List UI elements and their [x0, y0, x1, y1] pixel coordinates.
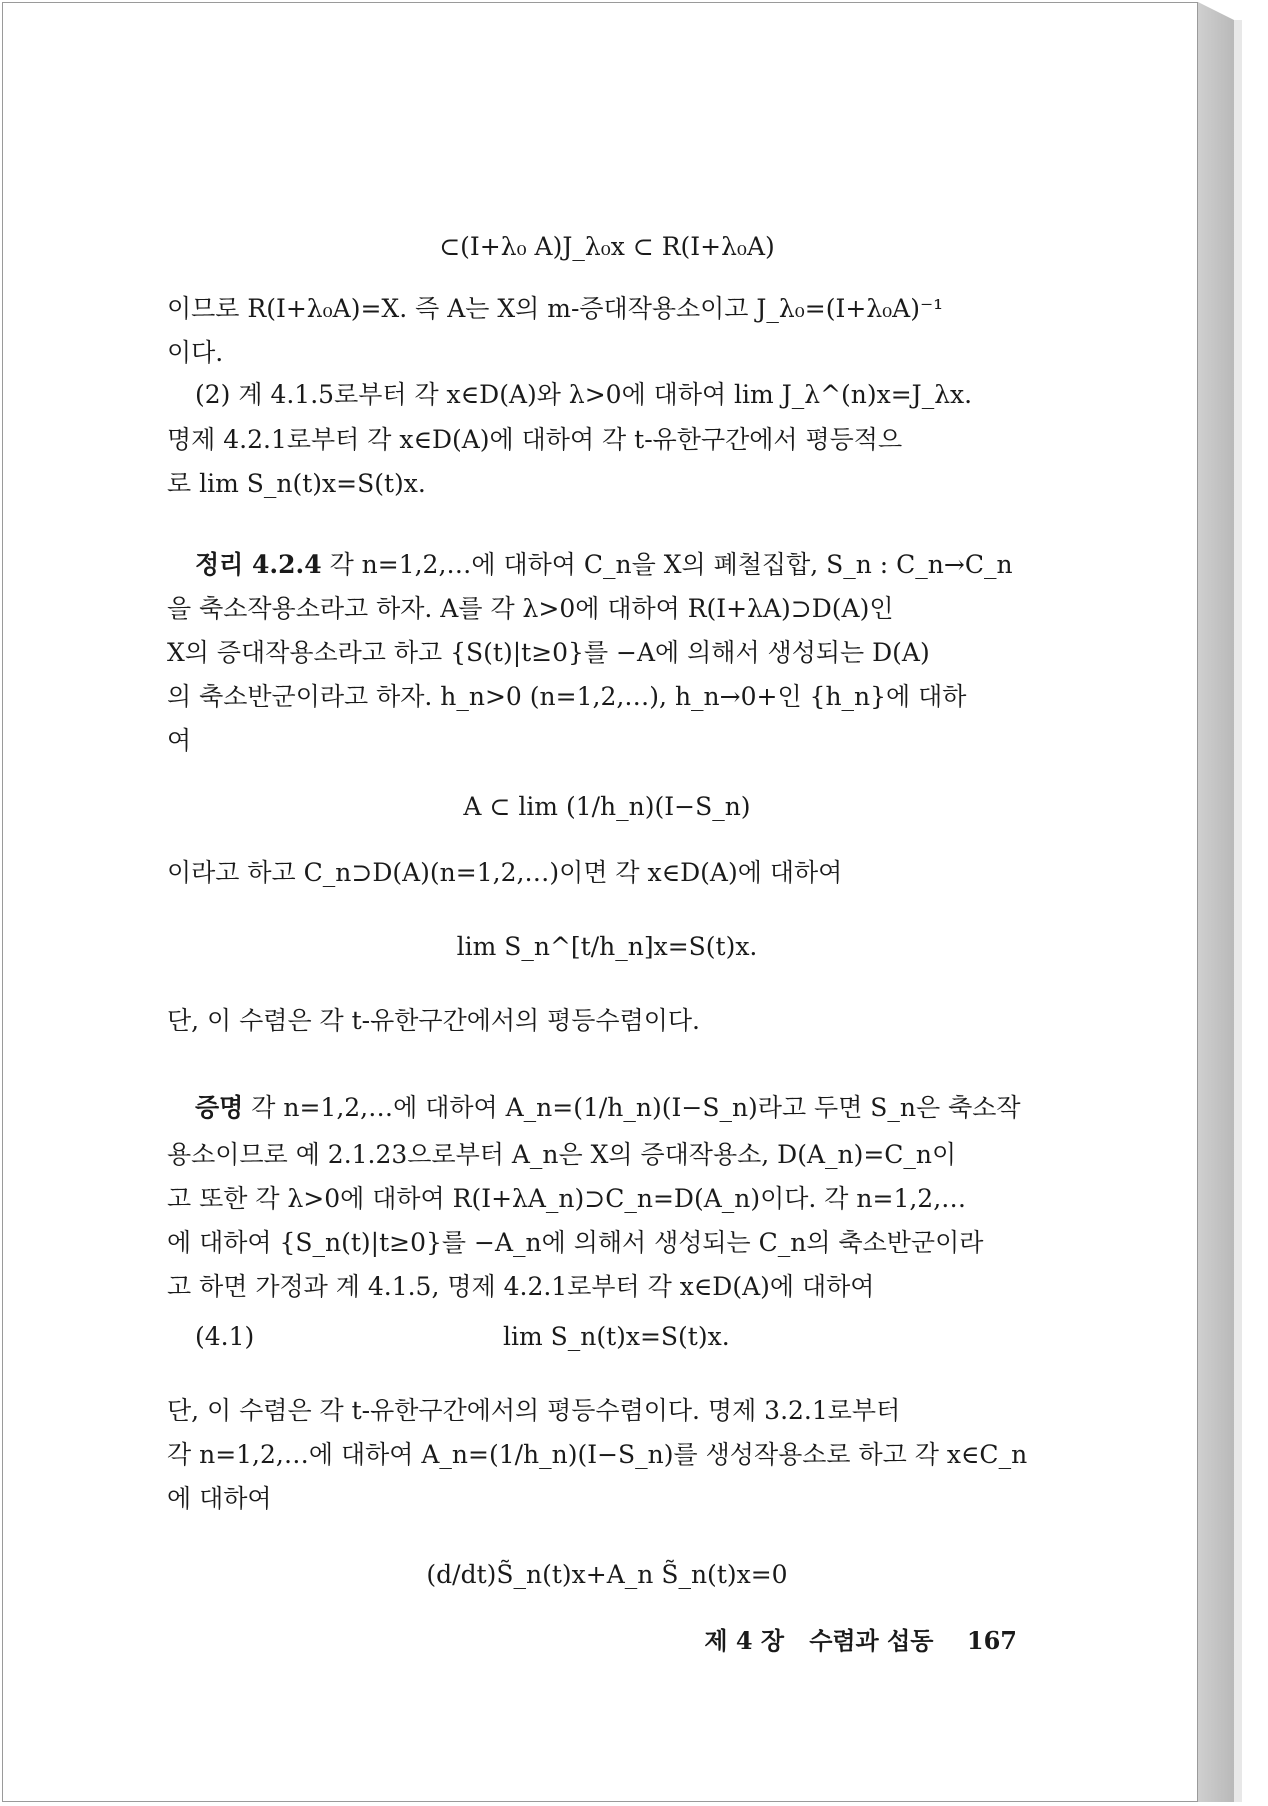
text-line: 을 축소작용소라고 하자. A를 각 λ>0에 대하여 R(I+λA)⊃D(A)인	[167, 594, 894, 623]
display-formula: lim S_n^[t/h_n]x=S(t)x.	[456, 932, 758, 961]
proof-first-line	[195, 1092, 1047, 1124]
page	[2, 2, 1198, 1802]
text-line: 에 대하여 {S_n(t)|t≥0}를 −A_n에 의해서 생성되는 C_n의 축소반군이라	[167, 1228, 984, 1257]
proof-label: 증명	[195, 1093, 244, 1122]
theorem-label: 정리 4.2.4	[195, 550, 322, 579]
page-shadow	[1234, 20, 1242, 1802]
text-line: 에 대하여	[167, 1484, 272, 1513]
formula-line: ⊂(I+λ₀ A)J_λ₀x ⊂ R(I+λ₀A)	[439, 232, 775, 261]
text-line: 각 n=1,2,…에 대하여 A_n=(1/h_n)(I−S_n)를 생성작용소로 하고 각 x∈C_n	[167, 1440, 1028, 1469]
equation-number: (4.1)	[195, 1322, 255, 1351]
page-number: 167	[966, 1626, 1017, 1655]
theorem-text: 각 n=1,2,…에 대하여 C_n을 X의 폐철집합, S_n : C_n→C_n	[329, 550, 1013, 579]
text-line: 단, 이 수렴은 각 t-유한구간에서의 평등수렴이다. 명제 3.2.1로부터	[167, 1396, 901, 1425]
text-line: 용소이므로 예 2.1.23으로부터 A_n은 X의 증대작용소, D(A_n)=C_n이	[167, 1140, 957, 1169]
text-line: 로 lim S_n(t)x=S(t)x.	[167, 469, 426, 498]
page-edge	[1198, 2, 1234, 1802]
equation-row	[167, 1321, 1047, 1353]
text-line: X의 증대작용소라고 하고 {S(t)|t≥0}를 −A에 의해서 생성되는 D(A)	[167, 638, 930, 667]
text-line: (2) 계 4.1.5로부터 각 x∈D(A)와 λ>0에 대하여 lim J_λ^(n)x=J_λx.	[195, 380, 973, 409]
text-line: 여	[167, 726, 192, 755]
text-line: 이라고 하고 C_n⊃D(A)(n=1,2,…)이면 각 x∈D(A)에 대하여	[167, 858, 843, 887]
text-line: 고 또한 각 λ>0에 대하여 R(I+λA_n)⊃C_n=D(A_n)이다. 각 n=1,2,…	[167, 1184, 967, 1213]
text-line: 고 하면 가정과 계 4.1.5, 명제 4.2.1로부터 각 x∈D(A)에 대하여	[167, 1272, 875, 1301]
footer-title: 수렴과 섭동	[809, 1626, 934, 1655]
theorem-first-line	[195, 549, 1047, 581]
display-formula: lim S_n(t)x=S(t)x.	[502, 1322, 730, 1351]
display-formula: (d/dt)S̃_n(t)x+A_n S̃_n(t)x=0	[426, 1560, 788, 1589]
text-line: 명제 4.2.1로부터 각 x∈D(A)에 대하여 각 t-유한구간에서 평등적으	[167, 425, 903, 454]
text-line: 의 축소반군이라고 하자. h_n>0 (n=1,2,…), h_n→0+인 {h_n}에 대하	[167, 682, 967, 711]
proof-text: 각 n=1,2,…에 대하여 A_n=(1/h_n)(I−S_n)라고 두면 S_n은 축소작	[251, 1093, 1021, 1122]
text-line: 단, 이 수렴은 각 t-유한구간에서의 평등수렴이다.	[167, 1006, 700, 1035]
text-line: 이다.	[167, 338, 224, 367]
display-formula: A ⊂ lim (1/h_n)(I−S_n)	[463, 792, 751, 821]
footer-chapter: 제 4 장	[704, 1626, 785, 1655]
text-line: 이므로 R(I+λ₀A)=X. 즉 A는 X의 m-증대작용소이고 J_λ₀=(I+λ₀A)⁻¹	[167, 294, 944, 323]
page-footer	[167, 1625, 1017, 1657]
